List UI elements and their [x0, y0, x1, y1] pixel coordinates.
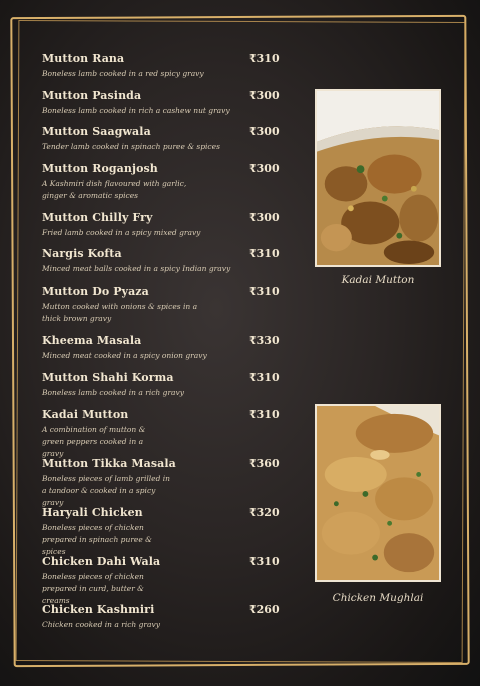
item-price: ₹300: [249, 211, 280, 224]
menu-item: [42, 408, 282, 460]
menu-item: [42, 506, 282, 558]
item-price: ₹300: [249, 125, 280, 138]
item-price: ₹310: [249, 285, 280, 298]
item-name: Mutton Shahi Korma: [42, 371, 174, 384]
item-description: Chicken cooked in a rich gravy: [42, 620, 160, 629]
menu-item: [42, 89, 282, 117]
item-price: ₹310: [249, 555, 280, 568]
item-price: ₹310: [249, 247, 280, 260]
chicken-mughlai-photo: [315, 404, 441, 582]
menu-item: [42, 603, 282, 631]
item-price: ₹330: [249, 334, 280, 347]
item-name: Chicken Kashmiri: [42, 603, 155, 616]
item-description: Boneless pieces of lamb grilled in a tandoor & cooked in a spicy gravy: [42, 474, 171, 507]
item-name: Mutton Saagwala: [42, 125, 151, 138]
item-name: Mutton Tikka Masala: [42, 457, 176, 470]
item-description: A combination of mutton & green peppers cooked in a gravy: [42, 425, 146, 458]
item-name: Kheema Masala: [42, 334, 142, 347]
item-name: Kadai Mutton: [42, 408, 129, 421]
item-description: Mutton cooked with onions & spices in a thick brown gravy: [42, 302, 198, 323]
item-name: Haryali Chicken: [42, 506, 143, 519]
menu-item: [42, 247, 282, 275]
item-price: ₹310: [249, 52, 280, 65]
menu-item: [42, 125, 282, 153]
menu-item: [42, 211, 282, 239]
item-description: Boneless lamb cooked in rich a cashew nut gravy: [42, 106, 230, 115]
kadai-mutton-photo: [315, 89, 441, 267]
item-price: ₹260: [249, 603, 280, 616]
photo-caption: Chicken Mughlai: [332, 592, 424, 604]
item-price: ₹300: [249, 89, 280, 102]
item-price: ₹320: [249, 506, 280, 519]
item-price: ₹310: [249, 408, 280, 421]
menu-item: [42, 52, 282, 80]
item-name: Mutton Chilly Fry: [42, 211, 153, 224]
item-description: Boneless pieces of chicken prepared in spinach puree & spices: [42, 523, 152, 556]
item-name: Mutton Pasinda: [42, 89, 142, 102]
item-description: A Kashmiri dish flavoured with garlic, ginger & aromatic spices: [42, 179, 187, 200]
item-description: Boneless pieces of chicken prepared in curd, butter & creams: [42, 572, 144, 605]
item-price: ₹360: [249, 457, 280, 470]
item-price: ₹310: [249, 371, 280, 384]
item-description: Fried lamb cooked in a spicy mixed gravy: [42, 228, 201, 237]
menu-item: [42, 457, 282, 509]
item-name: Chicken Dahi Wala: [42, 555, 161, 568]
menu-item: [42, 162, 282, 202]
item-description: Boneless lamb cooked in a rich gravy: [42, 388, 184, 397]
item-description: Boneless lamb cooked in a red spicy gravy: [42, 69, 204, 78]
item-price: ₹300: [249, 162, 280, 175]
item-description: Minced meat cooked in a spicy onion gravy: [42, 351, 207, 360]
menu-item: [42, 371, 282, 399]
item-name: Mutton Do Pyaza: [42, 285, 149, 298]
menu-item: [42, 555, 282, 607]
item-name: Nargis Kofta: [42, 247, 122, 260]
item-name: Mutton Rana: [42, 52, 125, 65]
item-description: Minced meat balls cooked in a spicy Indian gravy: [42, 264, 231, 273]
item-name: Mutton Roganjosh: [42, 162, 158, 175]
item-description: Tender lamb cooked in spinach puree & spices: [42, 142, 220, 151]
menu-item: [42, 334, 282, 362]
photo-caption: Kadai Mutton: [341, 274, 415, 286]
menu-item: [42, 285, 282, 325]
